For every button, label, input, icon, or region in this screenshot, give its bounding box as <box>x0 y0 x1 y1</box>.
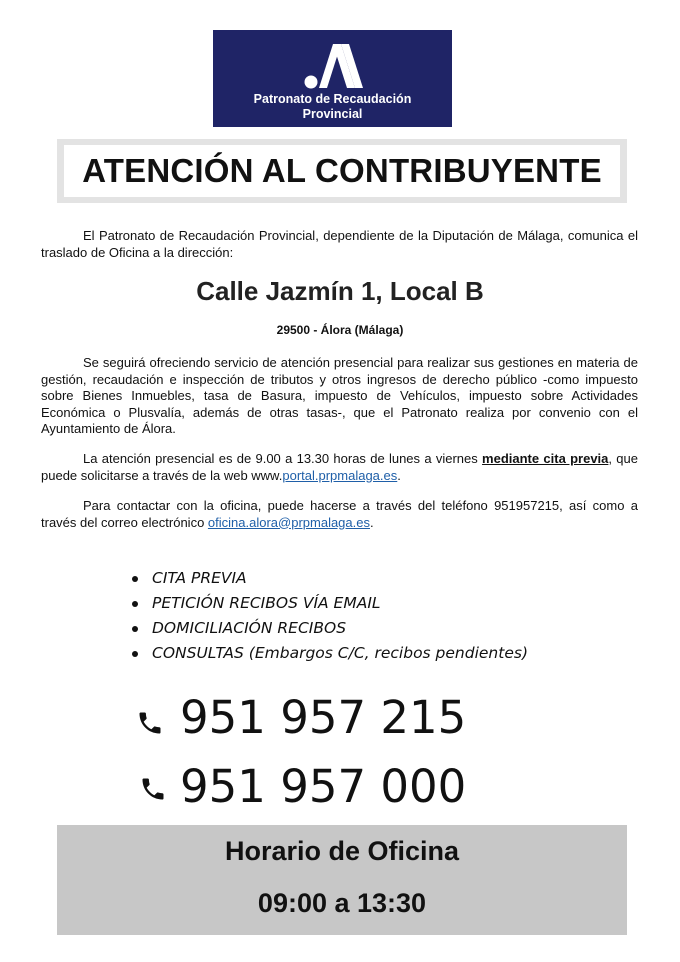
office-hours-title: Horario de Oficina <box>224 836 460 866</box>
email-link[interactable]: oficina.alora@prpmalaga.es <box>207 514 370 530</box>
list-item <box>130 641 528 666</box>
phone-icon <box>139 774 167 804</box>
phone-number-2[interactable]: 951 957 000 <box>180 760 467 813</box>
logo-line-1: Patronato de Recaudación <box>253 92 412 106</box>
service-label: CITA PREVIA <box>152 569 247 587</box>
logo <box>213 30 452 127</box>
contact-post: . <box>369 514 374 530</box>
service-label: CONSULTAS (Embargos C/C, recibos pendientes) <box>152 644 528 662</box>
office-hours-time: 09:00 a 13:30 <box>257 888 427 918</box>
bullet-dot-icon <box>132 601 138 607</box>
address: Calle Jazmín 1, Local B <box>196 276 484 306</box>
page-title: ATENCIÓN AL CONTRIBUYENTE <box>64 145 620 197</box>
portal-link[interactable]: portal.prpmalaga.es <box>282 467 398 483</box>
contact-paragraph <box>41 498 638 531</box>
service-label: DOMICILIACIÓN RECIBOS <box>152 619 347 637</box>
list-item <box>130 616 528 641</box>
list-item <box>130 591 528 616</box>
service-label: PETICIÓN RECIBOS VÍA EMAIL <box>152 594 381 612</box>
list-item <box>130 566 528 591</box>
services-paragraph <box>41 355 638 438</box>
services-list <box>130 566 528 666</box>
bullet-dot-icon <box>132 651 138 657</box>
attention-mid: , que puede solicitarse a través de la web www. <box>41 451 638 483</box>
bullet-dot-icon <box>132 626 138 632</box>
attention-pre: La atención presencial es de 9.00 a 13.30 horas de lunes a viernes <box>83 451 483 466</box>
phone-number-1[interactable]: 951 957 215 <box>180 691 467 744</box>
bullet-dot-icon <box>132 576 138 582</box>
office-hours-box <box>57 825 627 935</box>
attention-paragraph <box>41 451 638 484</box>
phone-icon <box>136 708 164 738</box>
cita-previa-emphasis: mediante cita previa <box>482 451 609 466</box>
contact-pre: Para contactar con la oficina, puede hacerse a través del teléfono 951957215, así como a través del correo electrónico <box>41 498 638 530</box>
logo-line-2: Provincial <box>302 107 363 121</box>
logo-mark-icon <box>303 38 365 90</box>
attention-post: . <box>397 467 401 483</box>
intro-paragraph <box>41 228 638 261</box>
title-frame <box>57 139 627 203</box>
postal-code: 29500 - Álora (Málaga) <box>276 323 404 337</box>
intro-text: El Patronato de Recaudación Provincial, dependiente de la Diputación de Málaga, comunica el traslado de Oficina a la dirección: <box>41 228 638 260</box>
services-text: Se seguirá ofreciendo servicio de atención presencial para realizar sus gestiones en materia de gestión, recaudación e inspección de tributos y otros ingresos de derecho público -como impuesto sobre Bienes Inmuebles, tasa de Basura, impuesto de Vehículos, impuesto sobre Actividades Económica o Plusvalía, además de otras tasas-, que el Patronato realiza por convenio con el Ayuntamiento de Álora. <box>41 355 638 436</box>
